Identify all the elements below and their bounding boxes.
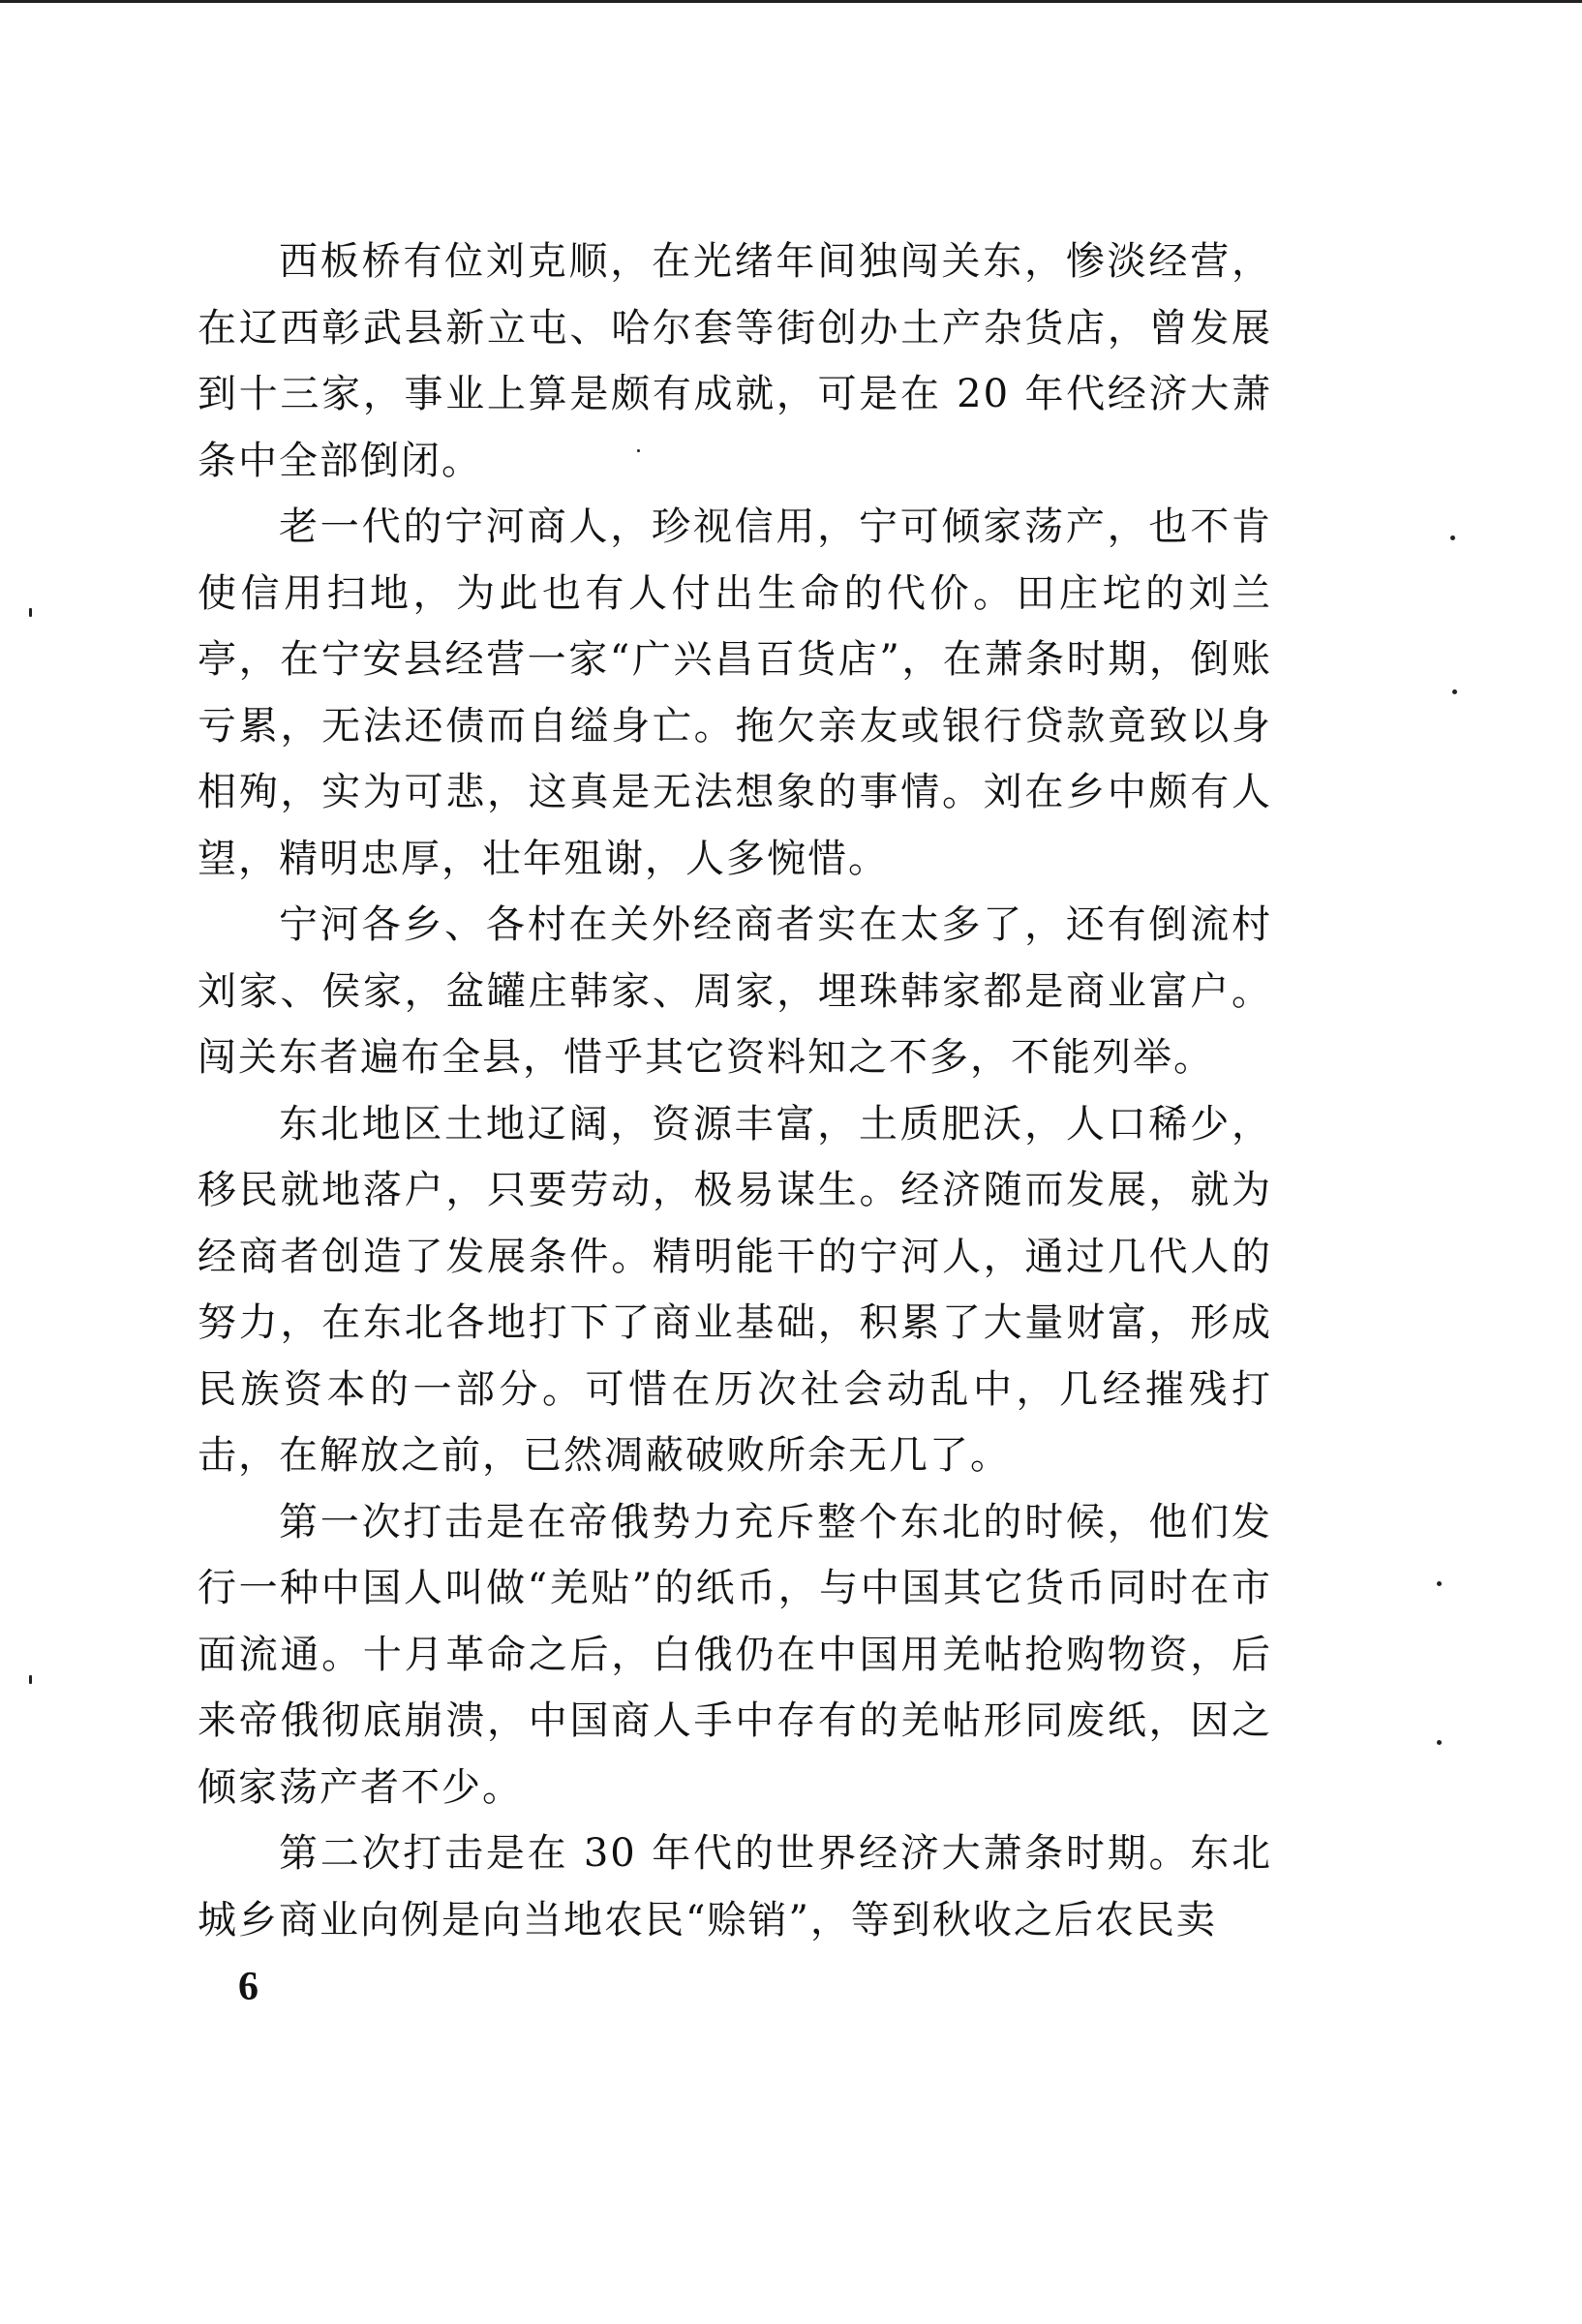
- scan-speck: [1452, 689, 1457, 694]
- page-number: 6: [238, 1965, 259, 2009]
- paragraph-1: 西板桥有位刘克顺，在光绪年间独闯关东，惨淡经营，在辽西彰武县新立屯、哈尔套等街创办土产杂货店，曾发展到十三家，事业上算是颇有成就，可是在 20 年代经济大萧条中全部倒闭。: [198, 239, 1272, 483]
- body-text: [198, 229, 1272, 1953]
- scan-speck: [29, 1675, 32, 1684]
- paragraph-4: 东北地区土地辽阔，资源丰富，土质肥沃，人口稀少，移民就地落户，只要劳动，极易谋生。经济随而发展，就为经商者创造了发展条件。精明能干的宁河人，通过几代人的努力，在东北各地打下了商业基础，积累了大量财富，形成民族资本的一部分。可惜在历次社会动乱中，几经摧残打击，在解放之前，已然凋蔽破败所余无几了。: [198, 1101, 1272, 1478]
- scan-speck: [29, 608, 32, 617]
- scan-speck: [1450, 535, 1455, 540]
- paragraph-6: 第二次打击是在 30 年代的世界经济大萧条时期。东北城乡商业向例是向当地农民“赊销”，等到秋收之后农民卖: [198, 1831, 1272, 1942]
- scan-speck: [637, 449, 640, 452]
- page-top-border: [0, 0, 1582, 3]
- scan-speck: [1437, 1581, 1442, 1586]
- paragraph-2: 老一代的宁河商人，珍视信用，宁可倾家荡产，也不肯使信用扫地，为此也有人付出生命的代价。田庄坨的刘兰亭，在宁安县经营一家“广兴昌百货店”，在萧条时期，倒账亏累，无法还债而自缢身亡。拖欠亲友或银行贷款竟致以身相殉，实为可悲，这真是无法想象的事情。刘在乡中颇有人望，精明忠厚，壮年殂谢，人多惋惜。: [198, 505, 1272, 881]
- paragraph-3: 宁河各乡、各村在关外经商者实在太多了，还有倒流村刘家、侯家，盆罐庄韩家、周家，埋珠韩家都是商业富户。闯关东者遍布全县，惜乎其它资料知之不多，不能列举。: [198, 902, 1272, 1080]
- paragraph-5: 第一次打击是在帝俄势力充斥整个东北的时候，他们发行一种中国人叫做“羌贴”的纸币，与中国其它货币同时在市面流通。十月革命之后，白俄仍在中国用羌帖抢购物资，后来帝俄彻底崩溃，中国商人手中存有的羌帖形同废纸，因之倾家荡产者不少。: [198, 1499, 1272, 1810]
- scan-speck: [1437, 1740, 1442, 1745]
